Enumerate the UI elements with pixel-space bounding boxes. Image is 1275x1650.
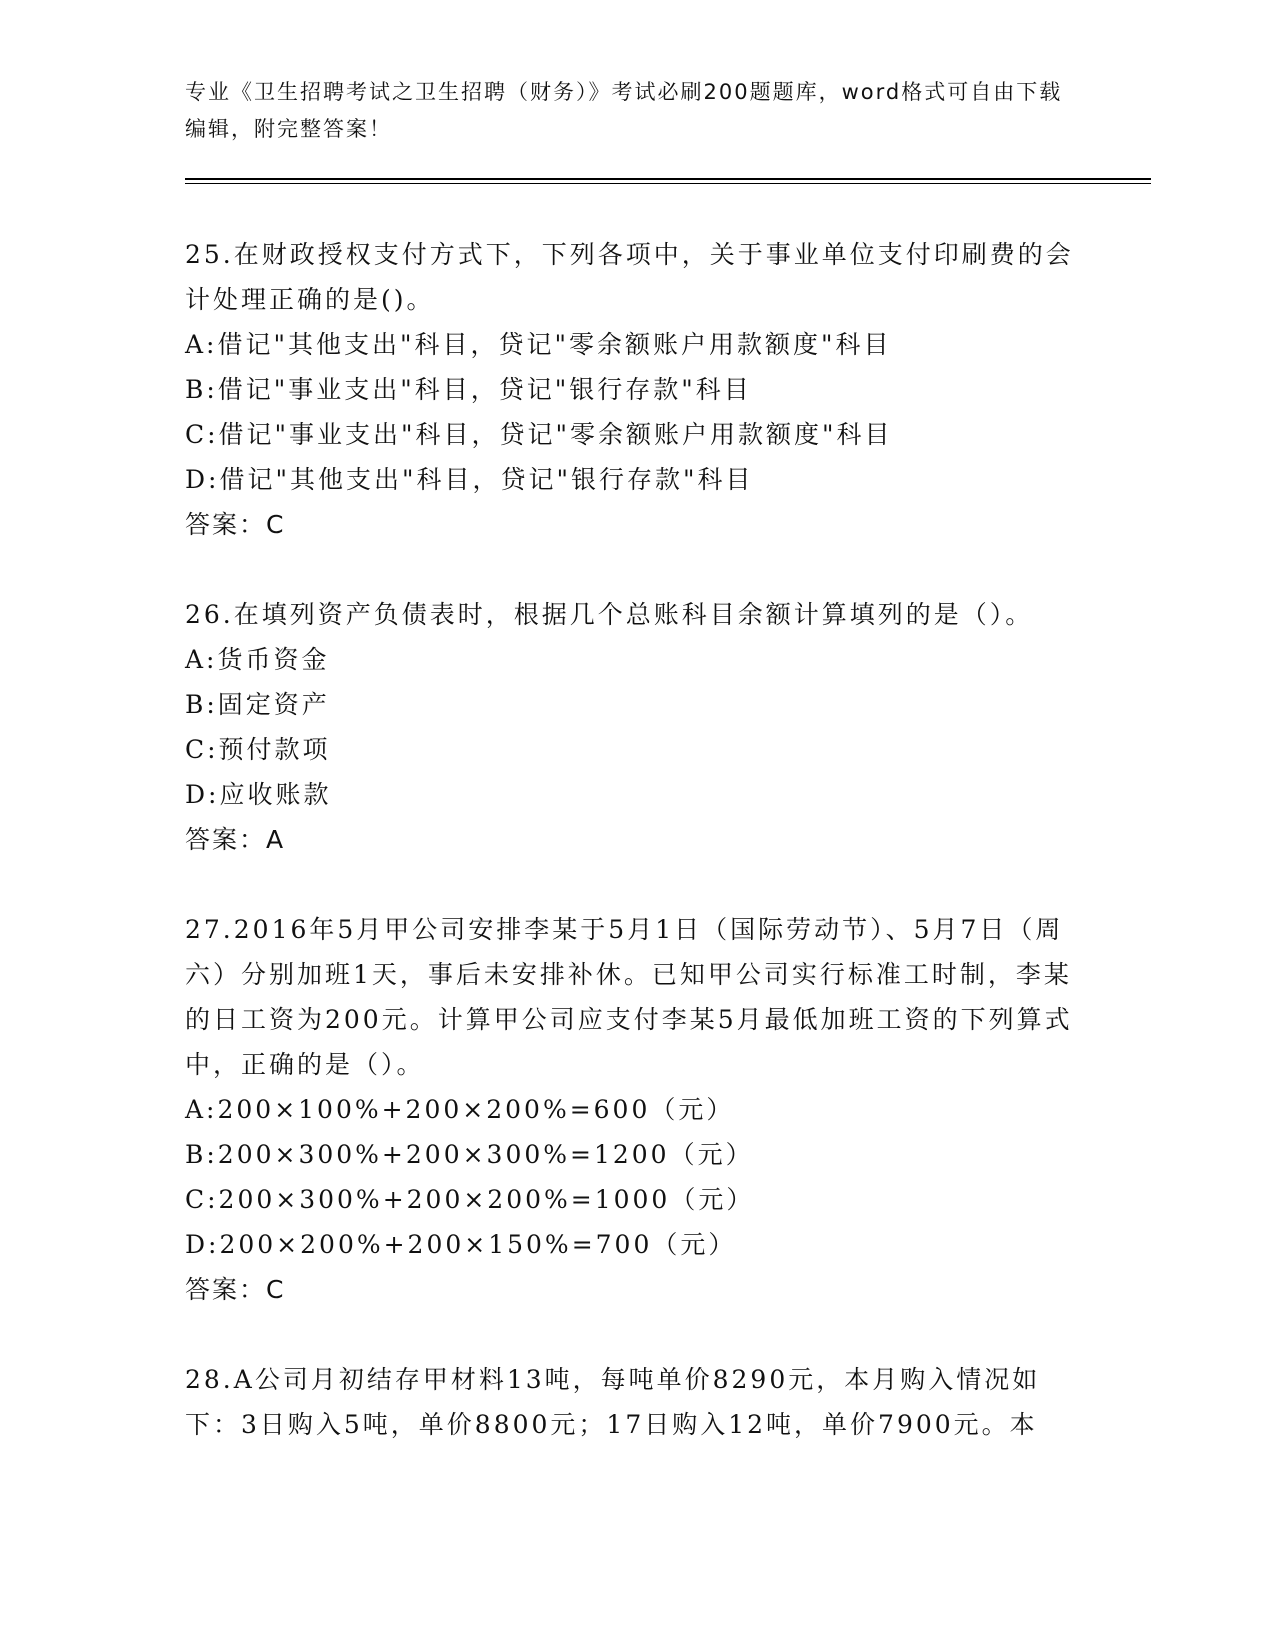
question-stem: 25.在财政授权支付方式下，下列各项中，关于事业单位支付印刷费的会计处理正确的是()。 [185,240,1074,314]
option-a: A:借记"其他支出"科目，贷记"零余额账户用款额度"科目 [185,330,892,359]
question-26 [185,592,1075,862]
header-divider-thick [185,178,1151,180]
option-d: D:200×200%+200×150%=700（元） [185,1230,737,1259]
answer-label: 答案：C [185,1275,286,1304]
option-c: C:借记"事业支出"科目，贷记"零余额账户用款额度"科目 [185,420,893,449]
option-b: B:借记"事业支出"科目，贷记"银行存款"科目 [185,375,752,404]
option-d: D:应收账款 [185,780,332,809]
option-b: B:200×300%+200×300%=1200（元） [185,1140,754,1169]
question-25 [185,232,1075,547]
question-list [185,232,1075,1492]
question-28 [185,1357,1075,1447]
answer-label: 答案：A [185,825,286,854]
header-intro-text: 专业《卫生招聘考试之卫生招聘（财务）》考试必刷200题题库，word格式可自由下载编辑，附完整答案！ [185,80,1063,141]
option-c: C:预付款项 [185,735,331,764]
question-stem: 28.A公司月初结存甲材料13吨，每吨单价8290元，本月购入情况如下：3日购入5吨，单价8800元；17日购入12吨，单价7900元。本 [185,1365,1041,1439]
option-a: A:200×100%+200×200%=600（元） [185,1095,735,1124]
question-27 [185,907,1075,1312]
option-c: C:200×300%+200×200%=1000（元） [185,1185,755,1214]
answer-label: 答案：C [185,510,286,539]
question-stem: 27.2016年5月甲公司安排李某于5月1日（国际劳动节）、5月7日（周六）分别加班1天，事后未安排补休。已知甲公司实行标准工时制，李某的日工资为200元。计算甲公司应支付李某5月最低加班工资的下列算式中，正确的是（）。 [185,915,1073,1079]
question-stem: 26.在填列资产负债表时，根据几个总账科目余额计算填列的是（）。 [185,600,1034,629]
option-b: B:固定资产 [185,690,330,719]
option-a: A:货币资金 [185,645,330,674]
header-divider-thin [185,183,1151,184]
option-d: D:借记"其他支出"科目，贷记"银行存款"科目 [185,465,754,494]
document-header [185,74,1085,148]
